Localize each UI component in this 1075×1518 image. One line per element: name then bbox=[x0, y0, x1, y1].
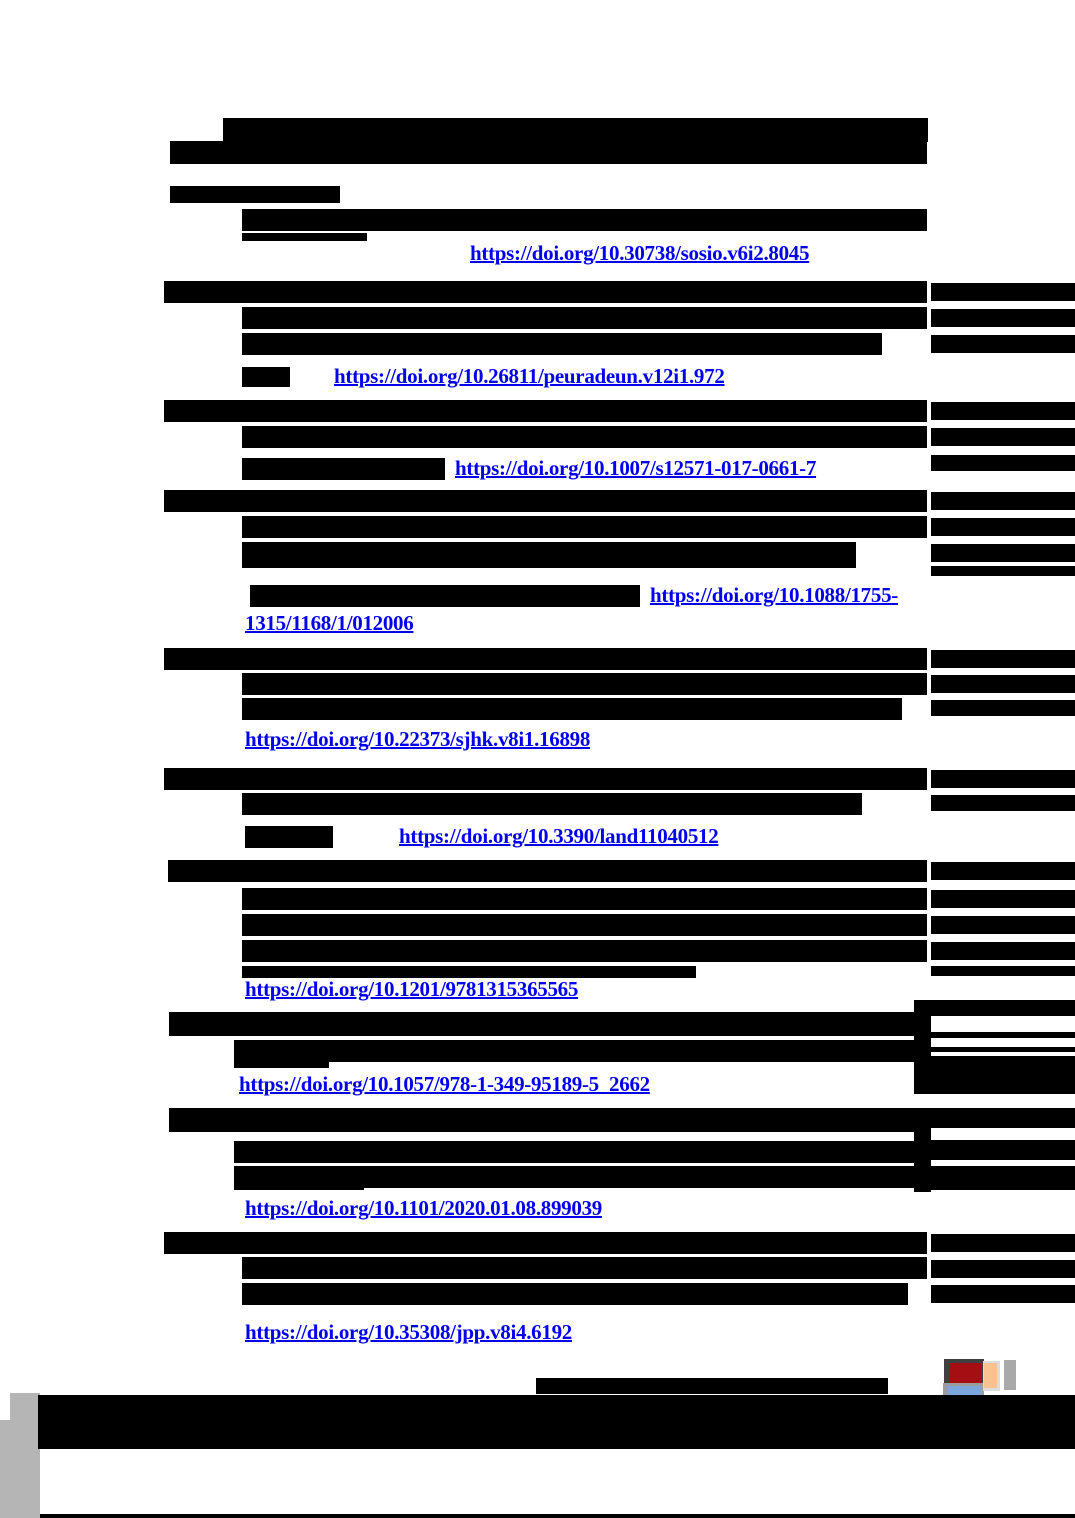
redacted-text-line bbox=[931, 518, 1075, 536]
redacted-text-line bbox=[242, 367, 290, 387]
redacted-text-line bbox=[242, 426, 927, 448]
doi-link[interactable]: https://doi.org/10.35308/jpp.v8i4.6192 bbox=[245, 1320, 572, 1344]
doi-link[interactable]: 1315/1168/1/012006 bbox=[245, 611, 414, 635]
doi-link[interactable]: https://doi.org/10.1101/2020.01.08.899039 bbox=[245, 1196, 602, 1220]
doi-link[interactable]: https://doi.org/10.26811/peuradeun.v12i1.972 bbox=[334, 364, 725, 388]
redacted-text-line bbox=[931, 890, 1075, 908]
redacted-text-line bbox=[914, 1000, 931, 1094]
redacted-text-line bbox=[234, 1062, 329, 1068]
redacted-text-line bbox=[242, 940, 927, 962]
redacted-text-line bbox=[931, 402, 1075, 420]
redacted-text-line bbox=[931, 1032, 1075, 1038]
page-bottom-rule bbox=[40, 1514, 1075, 1518]
doi-link[interactable]: https://doi.org/10.1057/978-1-349-95189-5_2662 bbox=[239, 1072, 650, 1096]
redacted-text-line bbox=[931, 1056, 1075, 1094]
redacted-text-line bbox=[169, 1012, 927, 1036]
redacted-text-line bbox=[168, 860, 927, 882]
redacted-text-line bbox=[931, 966, 1075, 976]
redacted-text-line bbox=[931, 1108, 1075, 1128]
doi-link[interactable]: https://doi.org/10.3390/land11040512 bbox=[399, 824, 719, 848]
redacted-text-line bbox=[242, 914, 927, 936]
redacted-text-line bbox=[234, 1141, 927, 1163]
redacted-text-line bbox=[242, 307, 927, 329]
redacted-text-line bbox=[931, 1260, 1075, 1278]
redacted-text-line bbox=[931, 916, 1075, 934]
redacted-text-line bbox=[536, 1378, 888, 1394]
panel-corner-notch bbox=[0, 1393, 10, 1420]
redacted-text-line bbox=[931, 1000, 1075, 1016]
redacted-text-line bbox=[931, 1234, 1075, 1252]
redacted-text-line bbox=[931, 770, 1075, 788]
redacted-text-line bbox=[242, 233, 367, 241]
logo-color-block bbox=[949, 1363, 981, 1385]
redacted-text-line bbox=[242, 673, 927, 695]
doi-link[interactable]: https://doi.org/10.1088/1755- bbox=[650, 583, 898, 607]
redacted-text-line bbox=[234, 1040, 927, 1062]
redacted-text-line bbox=[931, 455, 1075, 471]
redacted-text-line bbox=[242, 793, 862, 815]
redacted-text-line bbox=[223, 118, 928, 142]
redacted-text-line bbox=[242, 542, 856, 568]
redacted-text-line bbox=[931, 795, 1075, 811]
doi-link[interactable]: https://doi.org/10.22373/sjhk.v8i1.16898 bbox=[245, 727, 591, 751]
redacted-text-line bbox=[242, 1257, 927, 1279]
redacted-text-line bbox=[242, 333, 882, 355]
redacted-text-line bbox=[242, 1283, 908, 1305]
footer-redacted-band bbox=[38, 1395, 1075, 1449]
redacted-text-line bbox=[931, 1047, 1075, 1052]
redacted-text-line bbox=[242, 458, 445, 480]
redacted-text-line bbox=[931, 675, 1075, 693]
redacted-text-line bbox=[242, 698, 902, 720]
doi-link[interactable]: https://doi.org/10.1007/s12571-017-0661-7 bbox=[455, 456, 817, 480]
redacted-text-line bbox=[931, 1166, 1075, 1190]
redacted-text-line bbox=[931, 335, 1075, 353]
logo-color-block bbox=[984, 1363, 997, 1388]
redacted-text-line bbox=[164, 490, 927, 512]
redacted-text-line bbox=[164, 648, 927, 670]
redacted-text-line bbox=[931, 428, 1075, 446]
redacted-text-line bbox=[164, 768, 927, 790]
redacted-text-line bbox=[234, 1184, 364, 1190]
doi-link[interactable]: https://doi.org/10.30738/sosio.v6i2.8045 bbox=[470, 241, 810, 265]
redacted-text-line bbox=[931, 309, 1075, 327]
redacted-text-line bbox=[164, 400, 927, 422]
redacted-text-line bbox=[931, 700, 1075, 716]
redacted-text-line bbox=[169, 1108, 927, 1132]
redacted-text-line bbox=[164, 1232, 927, 1254]
redacted-text-line bbox=[242, 209, 927, 231]
redacted-text-line bbox=[931, 1140, 1075, 1160]
redacted-text-line bbox=[170, 141, 927, 164]
redacted-text-line bbox=[931, 862, 1075, 880]
redacted-text-line bbox=[242, 516, 927, 538]
redacted-text-line bbox=[931, 1285, 1075, 1303]
redacted-text-line bbox=[164, 281, 927, 303]
redacted-text-line bbox=[242, 888, 927, 910]
logo-color-block bbox=[1004, 1360, 1016, 1390]
redacted-text-line bbox=[931, 492, 1075, 510]
redacted-text-line bbox=[931, 650, 1075, 668]
redacted-text-line bbox=[931, 942, 1075, 960]
redacted-text-line bbox=[170, 186, 340, 203]
redacted-text-line bbox=[931, 283, 1075, 301]
doi-link[interactable]: https://doi.org/10.1201/9781315365565 bbox=[245, 977, 579, 1001]
redacted-text-line bbox=[250, 585, 640, 607]
redacted-text-line bbox=[931, 566, 1075, 576]
redacted-text-line bbox=[931, 544, 1075, 562]
redacted-text-line bbox=[245, 826, 333, 848]
redacted-text-line bbox=[914, 1108, 931, 1192]
